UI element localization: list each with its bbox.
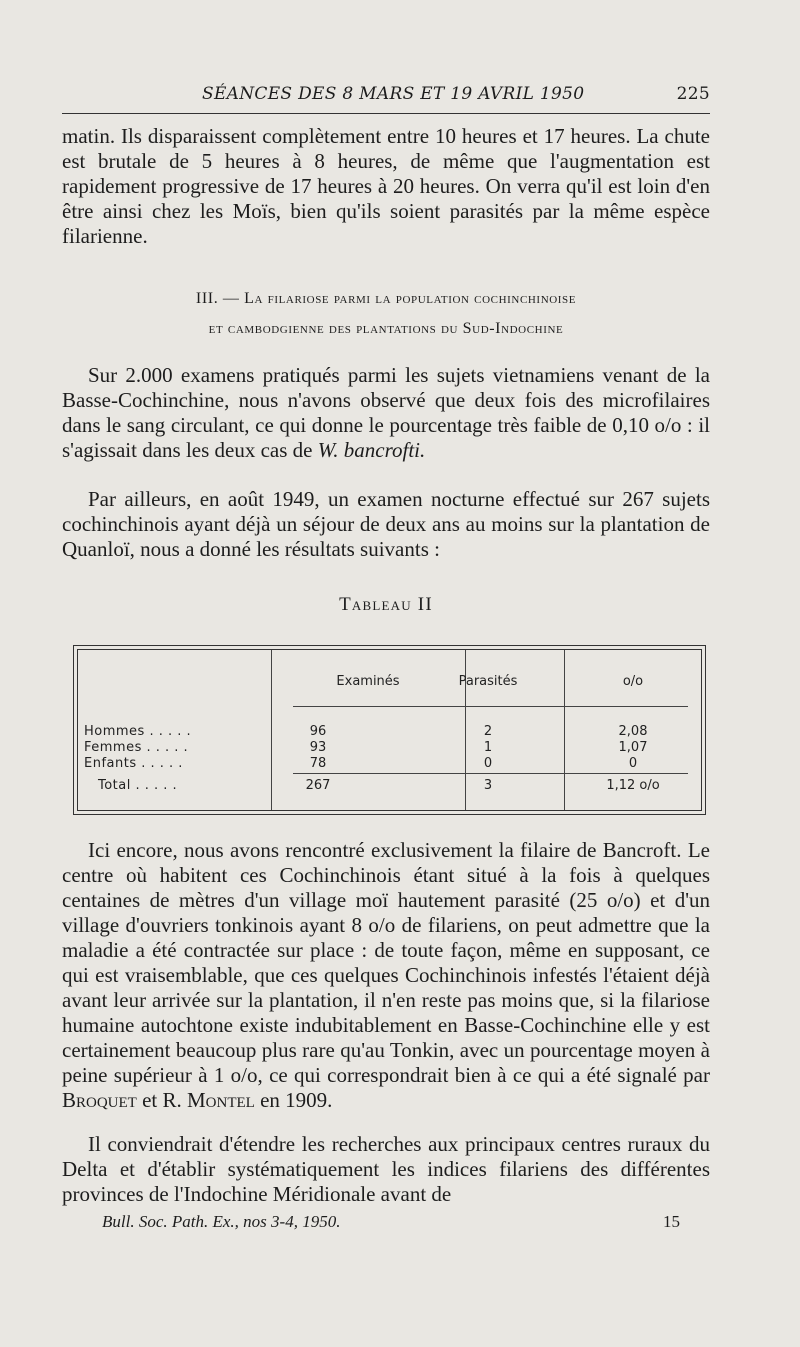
conjunction: et (136, 1088, 163, 1112)
cell-enfants-examines: 78 (309, 756, 327, 771)
author-broquet: Broquet (62, 1088, 137, 1112)
author-montel: R. Montel (162, 1088, 255, 1112)
cell-hommes-pct: 2,08 (618, 724, 648, 739)
cell-hommes-parasites: 2 (483, 724, 493, 739)
cell-total-pct: 1,12 o/o (606, 778, 660, 793)
cell-enfants-pct: 0 (628, 756, 638, 771)
citation-year: en 1909. (254, 1088, 333, 1112)
section-title-line2: et cambodgienne des plantations du Sud-Indochine (208, 320, 564, 337)
row-label-enfants: Enfants . . . . . (84, 756, 183, 771)
paragraph-bancroft (62, 838, 710, 1113)
journal-reference: Bull. Soc. Path. Ex., nos 3-4, 1950. (102, 1212, 341, 1231)
running-head-title: SÉANCES DES 8 MARS ET 19 AVRIL 1950 (202, 84, 585, 104)
cell-femmes-parasites: 1 (483, 740, 493, 755)
row-label-hommes: Hommes . . . . . (84, 724, 192, 739)
cell-total-examines: 267 (305, 778, 331, 793)
section-number: III. (195, 290, 219, 307)
header-parasites: Parasités (458, 674, 518, 689)
cell-enfants-parasites: 0 (483, 756, 493, 771)
header-examines: Examinés (336, 674, 400, 689)
section-title-line1: La filariose parmi la population cochinchinoise (244, 290, 577, 307)
cell-hommes-examines: 96 (309, 724, 327, 739)
paragraph-examens (62, 363, 710, 463)
page-number: 225 (676, 84, 710, 104)
table-caption: Tableau II (339, 594, 433, 615)
row-label-femmes: Femmes . . . . . (84, 740, 189, 755)
cell-femmes-pct: 1,07 (618, 740, 648, 755)
results-table (73, 645, 706, 815)
cell-femmes-examines: 93 (309, 740, 327, 755)
row-label-total: Total . . . . . (98, 778, 178, 793)
header-rule (62, 113, 710, 114)
header-pct: o/o (622, 674, 644, 689)
paragraph-quanloi: Par ailleurs, en août 1949, un examen nocturne effectué sur 267 sujets cochinchinois ayant déjà un séjour de deux ans au moins sur la plantation de Quanloï, nous a donné les résultats suivants : (62, 487, 710, 561)
cell-total-parasites: 3 (483, 778, 493, 793)
species-name: W. bancrofti. (317, 438, 426, 462)
paragraph-examens-text: Sur 2.000 examens pratiqués parmi les sujets vietnamiens venant de la Basse-Cochinchine, nous n'avons observé que deux fois des microfilaires dans le sang circulant, ce qui donne le pourcentage très faible de 0,10 o/o : il s'agissait dans les deux cas de (62, 363, 710, 462)
paragraph-bancroft-text: Ici encore, nous avons rencontré exclusivement la filaire de Bancroft. Le centre où habitent ces Cochinchinois étant situé à la fois à quelques centaines de mètres d'un village moï hautement parasité (25 o/o) et d'un village d'ouvriers tonkinois ayant 8 o/o de filariens, on peut admettre que la maladie a été contractée sur place : de toute façon, même en supposant, ce qui est vraisemblable, que ces quelques Cochinchinois infestés l'étaient déjà avant leur arrivée sur la plantation, il n'en reste pas moins que, si la filariose humaine autochtone existe indubitablement en Basse-Cochinchine elle y est certainement beaucoup plus rare qu'au Tonkin, avec un pourcentage moyen à peine supérieur à 1 o/o, ce qui correspondrait bien à ce qui a été signalé par (62, 838, 710, 1087)
section-heading: III. — La filariose parmi la population cochinchinoise et cambodgienne des plantations du Sud-Indochine (195, 290, 577, 337)
paragraph-recherches: Il conviendrait d'étendre les recherches aux principaux centres ruraux du Delta et d'établir systématiquement les indices filariens des différentes provinces de l'Indochine Méridionale avant de (62, 1132, 710, 1206)
signature-mark: 15 (663, 1212, 680, 1231)
paragraph-continuation: matin. Ils disparaissent complètement entre 10 heures et 17 heures. La chute est brutale de 5 heures à 8 heures, de même que l'augmentation est rapidement progressive de 17 heures à 20 heures. On verra qu'il est loin d'en être ainsi chez les Moïs, bien qu'ils soient parasités par la même espèce filarienne. (62, 124, 710, 248)
